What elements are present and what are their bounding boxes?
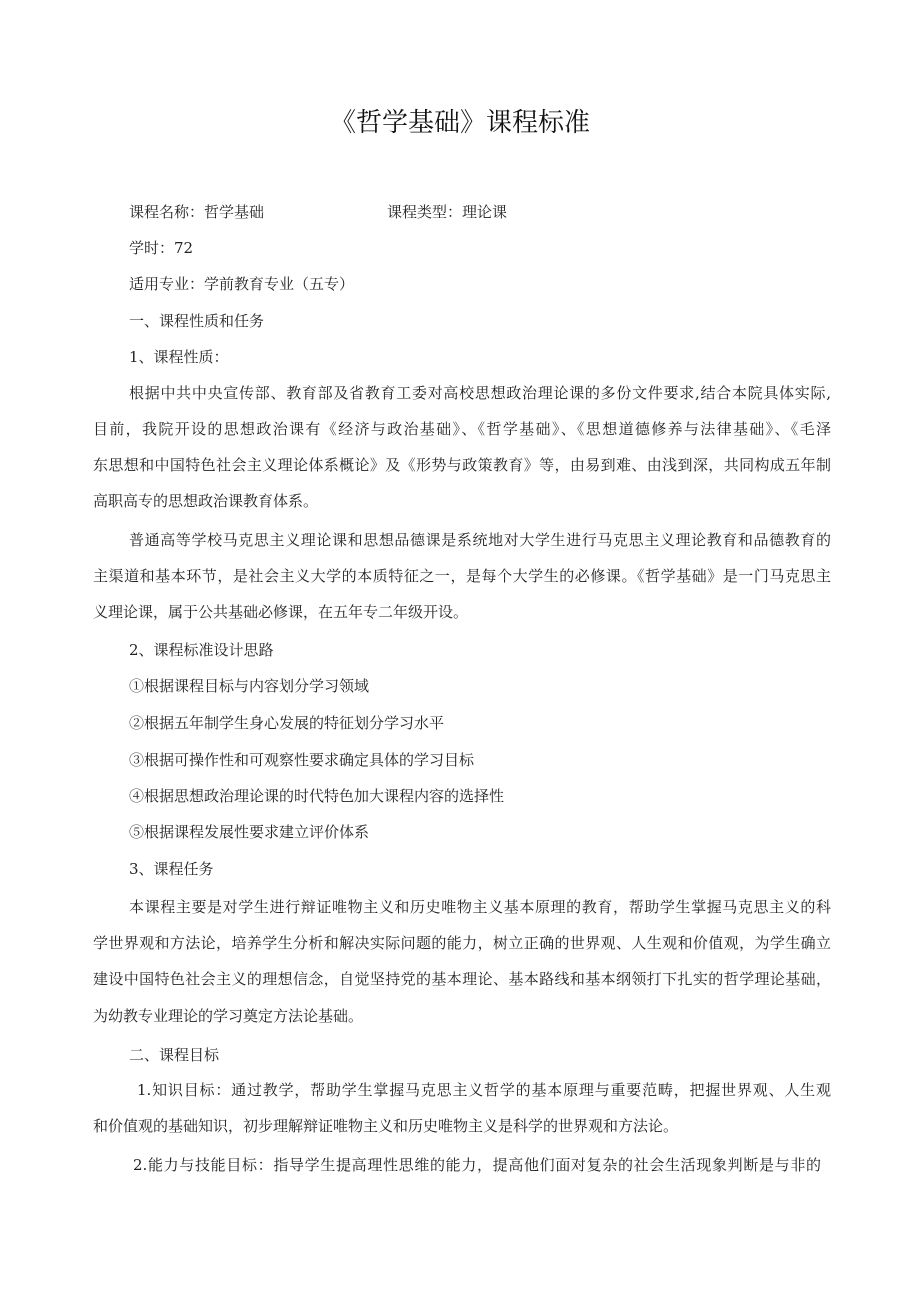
design-item-1: ①根据课程目标与内容划分学习领域 xyxy=(129,677,370,695)
para2-line-2: 主渠道和基本环节，是社会主义大学的本质特征之一，是每个大学生的必修课。《哲学基础》是一门马克思主 xyxy=(93,567,831,585)
section2-heading: 二、课程目标 xyxy=(129,1046,220,1064)
para2-line-1: 普通高等学校马克思主义理论课和思想品德课是系统地对大学生进行马克思主义理论教育和品德教育的 xyxy=(129,531,831,549)
para3-line-2: 学世界观和方法论，培养学生分析和解决实际问题的能力，树立正确的世界观、人生观和价值观，为学生确立 xyxy=(93,934,831,952)
goal2-line-1: 2.能力与技能目标：指导学生提高理性思维的能力，提高他们面对复杂的社会生活现象判断是与非的 xyxy=(133,1156,821,1174)
design-item-4: ④根据思想政治理论课的时代特色加大课程内容的选择性 xyxy=(129,787,505,805)
para1-line-2: 目前，我院开设的思想政治课有《经济与政治基础》、《哲学基础》、《思想道德修养与法律基础》、《毛泽 xyxy=(93,420,831,438)
applicable-major: 适用专业：学前教育专业（五专） xyxy=(129,275,355,293)
design-item-3: ③根据可操作性和可观察性要求确定具体的学习目标 xyxy=(129,751,475,769)
para3-line-4: 为幼教专业理论的学习奠定方法论基础。 xyxy=(93,1007,364,1025)
document-title: 《哲学基础》课程标准 xyxy=(329,108,590,138)
para2-line-3: 义理论课，属于公共基础必修课，在五年专二年级开设。 xyxy=(93,603,469,621)
para1-line-4: 高职高专的思想政治课教育体系。 xyxy=(93,492,319,510)
design-item-2: ②根据五年制学生身心发展的特征划分学习水平 xyxy=(129,714,445,732)
course-name: 课程名称：哲学基础 xyxy=(129,203,265,221)
para1-line-1: 根据中共中央宣传部、教育部及省教育工委对高校思想政治理论课的多份文件要求,结合本院具体实际, xyxy=(129,384,831,402)
design-item-5: ⑤根据课程发展性要求建立评价体系 xyxy=(129,823,370,841)
para3-line-1: 本课程主要是对学生进行辩证唯物主义和历史唯物主义基本原理的教育，帮助学生掌握马克思主义的科 xyxy=(129,898,831,916)
goal1-line-2: 和价值观的基础知识，初步理解辩证唯物主义和历史唯物主义是科学的世界观和方法论。 xyxy=(93,1117,679,1135)
nature-heading: 1、课程性质： xyxy=(129,348,229,366)
course-hours: 学时：72 xyxy=(129,239,194,257)
section1-heading: 一、课程性质和任务 xyxy=(129,312,265,330)
course-type: 课程类型：理论课 xyxy=(387,203,508,221)
para3-line-3: 建设中国特色社会主义的理想信念，自觉坚持党的基本理论、基本路线和基本纲领打下扎实的哲学理论基础， xyxy=(93,970,831,988)
para1-line-3: 东思想和中国特色社会主义理论体系概论》及《形势与政策教育》等，由易到难、由浅到深，共同构成五年制 xyxy=(93,456,831,474)
goal1-line-1: 1.知识目标：通过教学，帮助学生掌握马克思主义哲学的基本原理与重要范畴，把握世界观、人生观 xyxy=(137,1081,831,1099)
design-heading: 2、课程标准设计思路 xyxy=(129,641,274,659)
task-heading: 3、课程任务 xyxy=(129,860,214,878)
